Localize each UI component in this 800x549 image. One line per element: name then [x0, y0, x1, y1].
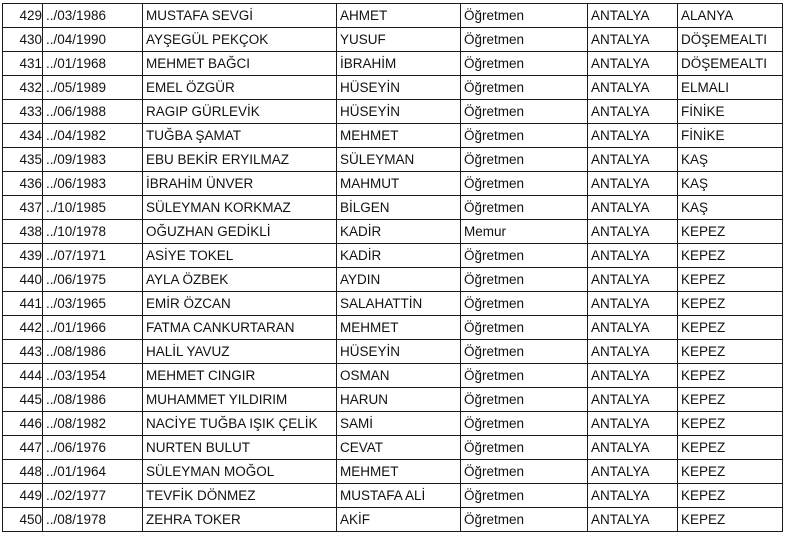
birth-date-cell: ../08/1986	[43, 388, 143, 412]
province-cell: ANTALYA	[588, 436, 678, 460]
birth-date-cell: ../02/1977	[43, 484, 143, 508]
row-number-cell: 439	[3, 244, 43, 268]
occupation-cell: Öğretmen	[461, 388, 588, 412]
occupation-cell: Öğretmen	[461, 316, 588, 340]
row-number-cell: 440	[3, 268, 43, 292]
row-number-cell: 435	[3, 148, 43, 172]
father-name-cell: MUSTAFA ALİ	[337, 484, 461, 508]
occupation-cell: Öğretmen	[461, 460, 588, 484]
full-name-cell: TUĞBA ŞAMAT	[143, 124, 337, 148]
table-row	[3, 436, 783, 460]
province-cell: ANTALYA	[588, 388, 678, 412]
table-row	[3, 220, 783, 244]
full-name-cell: MUSTAFA SEVGİ	[143, 4, 337, 28]
occupation-cell: Öğretmen	[461, 244, 588, 268]
father-name-cell: HÜSEYİN	[337, 76, 461, 100]
province-cell: ANTALYA	[588, 244, 678, 268]
table-row	[3, 292, 783, 316]
occupation-cell: Öğretmen	[461, 172, 588, 196]
father-name-cell: AHMET	[337, 4, 461, 28]
full-name-cell: MEHMET CINGIR	[143, 364, 337, 388]
table-row	[3, 316, 783, 340]
full-name-cell: NACİYE TUĞBA IŞIK ÇELİK	[143, 412, 337, 436]
father-name-cell: SAMİ	[337, 412, 461, 436]
district-cell: KEPEZ	[678, 484, 783, 508]
full-name-cell: FATMA CANKURTARAN	[143, 316, 337, 340]
full-name-cell: RAGIP GÜRLEVİK	[143, 100, 337, 124]
row-number-cell: 447	[3, 436, 43, 460]
district-cell: KEPEZ	[678, 316, 783, 340]
district-cell: FİNİKE	[678, 124, 783, 148]
province-cell: ANTALYA	[588, 52, 678, 76]
province-cell: ANTALYA	[588, 220, 678, 244]
table-row	[3, 388, 783, 412]
birth-date-cell: ../06/1988	[43, 100, 143, 124]
district-cell: KEPEZ	[678, 388, 783, 412]
birth-date-cell: ../06/1983	[43, 172, 143, 196]
occupation-cell: Öğretmen	[461, 340, 588, 364]
father-name-cell: MAHMUT	[337, 172, 461, 196]
occupation-cell: Öğretmen	[461, 52, 588, 76]
full-name-cell: AYŞEGÜL PEKÇOK	[143, 28, 337, 52]
birth-date-cell: ../09/1983	[43, 148, 143, 172]
father-name-cell: MEHMET	[337, 316, 461, 340]
table-row	[3, 124, 783, 148]
row-number-cell: 450	[3, 508, 43, 532]
table-row	[3, 76, 783, 100]
district-cell: KEPEZ	[678, 340, 783, 364]
full-name-cell: ZEHRA TOKER	[143, 508, 337, 532]
father-name-cell: HÜSEYİN	[337, 100, 461, 124]
full-name-cell: ASİYE TOKEL	[143, 244, 337, 268]
full-name-cell: İBRAHİM ÜNVER	[143, 172, 337, 196]
province-cell: ANTALYA	[588, 340, 678, 364]
district-cell: KAŞ	[678, 172, 783, 196]
district-cell: KAŞ	[678, 196, 783, 220]
table-row	[3, 244, 783, 268]
district-cell: ELMALI	[678, 76, 783, 100]
birth-date-cell: ../08/1986	[43, 340, 143, 364]
full-name-cell: MEHMET BAĞCI	[143, 52, 337, 76]
province-cell: ANTALYA	[588, 4, 678, 28]
table-row	[3, 172, 783, 196]
roster-table	[2, 3, 783, 532]
district-cell: KAŞ	[678, 148, 783, 172]
table-row	[3, 4, 783, 28]
roster-body	[3, 4, 783, 532]
birth-date-cell: ../03/1954	[43, 364, 143, 388]
row-number-cell: 433	[3, 100, 43, 124]
district-cell: ALANYA	[678, 4, 783, 28]
province-cell: ANTALYA	[588, 148, 678, 172]
father-name-cell: BİLGEN	[337, 196, 461, 220]
row-number-cell: 441	[3, 292, 43, 316]
row-number-cell: 432	[3, 76, 43, 100]
birth-date-cell: ../10/1978	[43, 220, 143, 244]
district-cell: DÖŞEMEALTI	[678, 52, 783, 76]
father-name-cell: YUSUF	[337, 28, 461, 52]
table-row	[3, 484, 783, 508]
district-cell: DÖŞEMEALTI	[678, 28, 783, 52]
occupation-cell: Öğretmen	[461, 508, 588, 532]
province-cell: ANTALYA	[588, 508, 678, 532]
table-row	[3, 364, 783, 388]
table-row	[3, 52, 783, 76]
occupation-cell: Öğretmen	[461, 412, 588, 436]
district-cell: KEPEZ	[678, 292, 783, 316]
father-name-cell: SALAHATTİN	[337, 292, 461, 316]
district-cell: KEPEZ	[678, 436, 783, 460]
province-cell: ANTALYA	[588, 292, 678, 316]
full-name-cell: AYLA ÖZBEK	[143, 268, 337, 292]
province-cell: ANTALYA	[588, 100, 678, 124]
row-number-cell: 446	[3, 412, 43, 436]
full-name-cell: SÜLEYMAN MOĞOL	[143, 460, 337, 484]
row-number-cell: 434	[3, 124, 43, 148]
district-cell: KEPEZ	[678, 220, 783, 244]
occupation-cell: Öğretmen	[461, 148, 588, 172]
province-cell: ANTALYA	[588, 484, 678, 508]
province-cell: ANTALYA	[588, 172, 678, 196]
province-cell: ANTALYA	[588, 364, 678, 388]
table-row	[3, 460, 783, 484]
full-name-cell: SÜLEYMAN KORKMAZ	[143, 196, 337, 220]
full-name-cell: OĞUZHAN GEDİKLİ	[143, 220, 337, 244]
table-row	[3, 268, 783, 292]
row-number-cell: 448	[3, 460, 43, 484]
table-row	[3, 340, 783, 364]
table-row	[3, 148, 783, 172]
birth-date-cell: ../06/1976	[43, 436, 143, 460]
row-number-cell: 444	[3, 364, 43, 388]
father-name-cell: KADİR	[337, 220, 461, 244]
birth-date-cell: ../01/1964	[43, 460, 143, 484]
province-cell: ANTALYA	[588, 76, 678, 100]
full-name-cell: EMEL ÖZGÜR	[143, 76, 337, 100]
full-name-cell: TEVFİK DÖNMEZ	[143, 484, 337, 508]
birth-date-cell: ../10/1985	[43, 196, 143, 220]
birth-date-cell: ../08/1978	[43, 508, 143, 532]
birth-date-cell: ../05/1989	[43, 76, 143, 100]
row-number-cell: 443	[3, 340, 43, 364]
province-cell: ANTALYA	[588, 124, 678, 148]
full-name-cell: MUHAMMET YILDIRIM	[143, 388, 337, 412]
province-cell: ANTALYA	[588, 28, 678, 52]
row-number-cell: 436	[3, 172, 43, 196]
row-number-cell: 431	[3, 52, 43, 76]
row-number-cell: 445	[3, 388, 43, 412]
row-number-cell: 438	[3, 220, 43, 244]
birth-date-cell: ../06/1975	[43, 268, 143, 292]
occupation-cell: Öğretmen	[461, 484, 588, 508]
table-row	[3, 28, 783, 52]
table-row	[3, 412, 783, 436]
father-name-cell: HÜSEYİN	[337, 340, 461, 364]
father-name-cell: KADİR	[337, 244, 461, 268]
occupation-cell: Öğretmen	[461, 28, 588, 52]
father-name-cell: MEHMET	[337, 460, 461, 484]
father-name-cell: MEHMET	[337, 124, 461, 148]
birth-date-cell: ../01/1968	[43, 52, 143, 76]
district-cell: KEPEZ	[678, 244, 783, 268]
occupation-cell: Öğretmen	[461, 196, 588, 220]
province-cell: ANTALYA	[588, 196, 678, 220]
father-name-cell: AKİF	[337, 508, 461, 532]
occupation-cell: Öğretmen	[461, 100, 588, 124]
row-number-cell: 430	[3, 28, 43, 52]
occupation-cell: Öğretmen	[461, 292, 588, 316]
birth-date-cell: ../08/1982	[43, 412, 143, 436]
district-cell: KEPEZ	[678, 508, 783, 532]
province-cell: ANTALYA	[588, 460, 678, 484]
father-name-cell: HARUN	[337, 388, 461, 412]
district-cell: KEPEZ	[678, 364, 783, 388]
occupation-cell: Öğretmen	[461, 436, 588, 460]
full-name-cell: NURTEN BULUT	[143, 436, 337, 460]
district-cell: KEPEZ	[678, 412, 783, 436]
full-name-cell: EBU BEKİR ERYILMAZ	[143, 148, 337, 172]
birth-date-cell: ../04/1990	[43, 28, 143, 52]
table-row	[3, 100, 783, 124]
father-name-cell: CEVAT	[337, 436, 461, 460]
province-cell: ANTALYA	[588, 412, 678, 436]
birth-date-cell: ../03/1965	[43, 292, 143, 316]
row-number-cell: 442	[3, 316, 43, 340]
row-number-cell: 429	[3, 4, 43, 28]
birth-date-cell: ../03/1986	[43, 4, 143, 28]
father-name-cell: İBRAHİM	[337, 52, 461, 76]
birth-date-cell: ../01/1966	[43, 316, 143, 340]
occupation-cell: Öğretmen	[461, 364, 588, 388]
district-cell: FİNİKE	[678, 100, 783, 124]
full-name-cell: HALİL YAVUZ	[143, 340, 337, 364]
table-row	[3, 196, 783, 220]
occupation-cell: Memur	[461, 220, 588, 244]
birth-date-cell: ../04/1982	[43, 124, 143, 148]
district-cell: KEPEZ	[678, 268, 783, 292]
father-name-cell: SÜLEYMAN	[337, 148, 461, 172]
occupation-cell: Öğretmen	[461, 76, 588, 100]
district-cell: KEPEZ	[678, 460, 783, 484]
row-number-cell: 437	[3, 196, 43, 220]
full-name-cell: EMİR ÖZCAN	[143, 292, 337, 316]
table-row	[3, 508, 783, 532]
province-cell: ANTALYA	[588, 268, 678, 292]
occupation-cell: Öğretmen	[461, 4, 588, 28]
father-name-cell: AYDIN	[337, 268, 461, 292]
father-name-cell: OSMAN	[337, 364, 461, 388]
occupation-cell: Öğretmen	[461, 124, 588, 148]
birth-date-cell: ../07/1971	[43, 244, 143, 268]
occupation-cell: Öğretmen	[461, 268, 588, 292]
row-number-cell: 449	[3, 484, 43, 508]
province-cell: ANTALYA	[588, 316, 678, 340]
